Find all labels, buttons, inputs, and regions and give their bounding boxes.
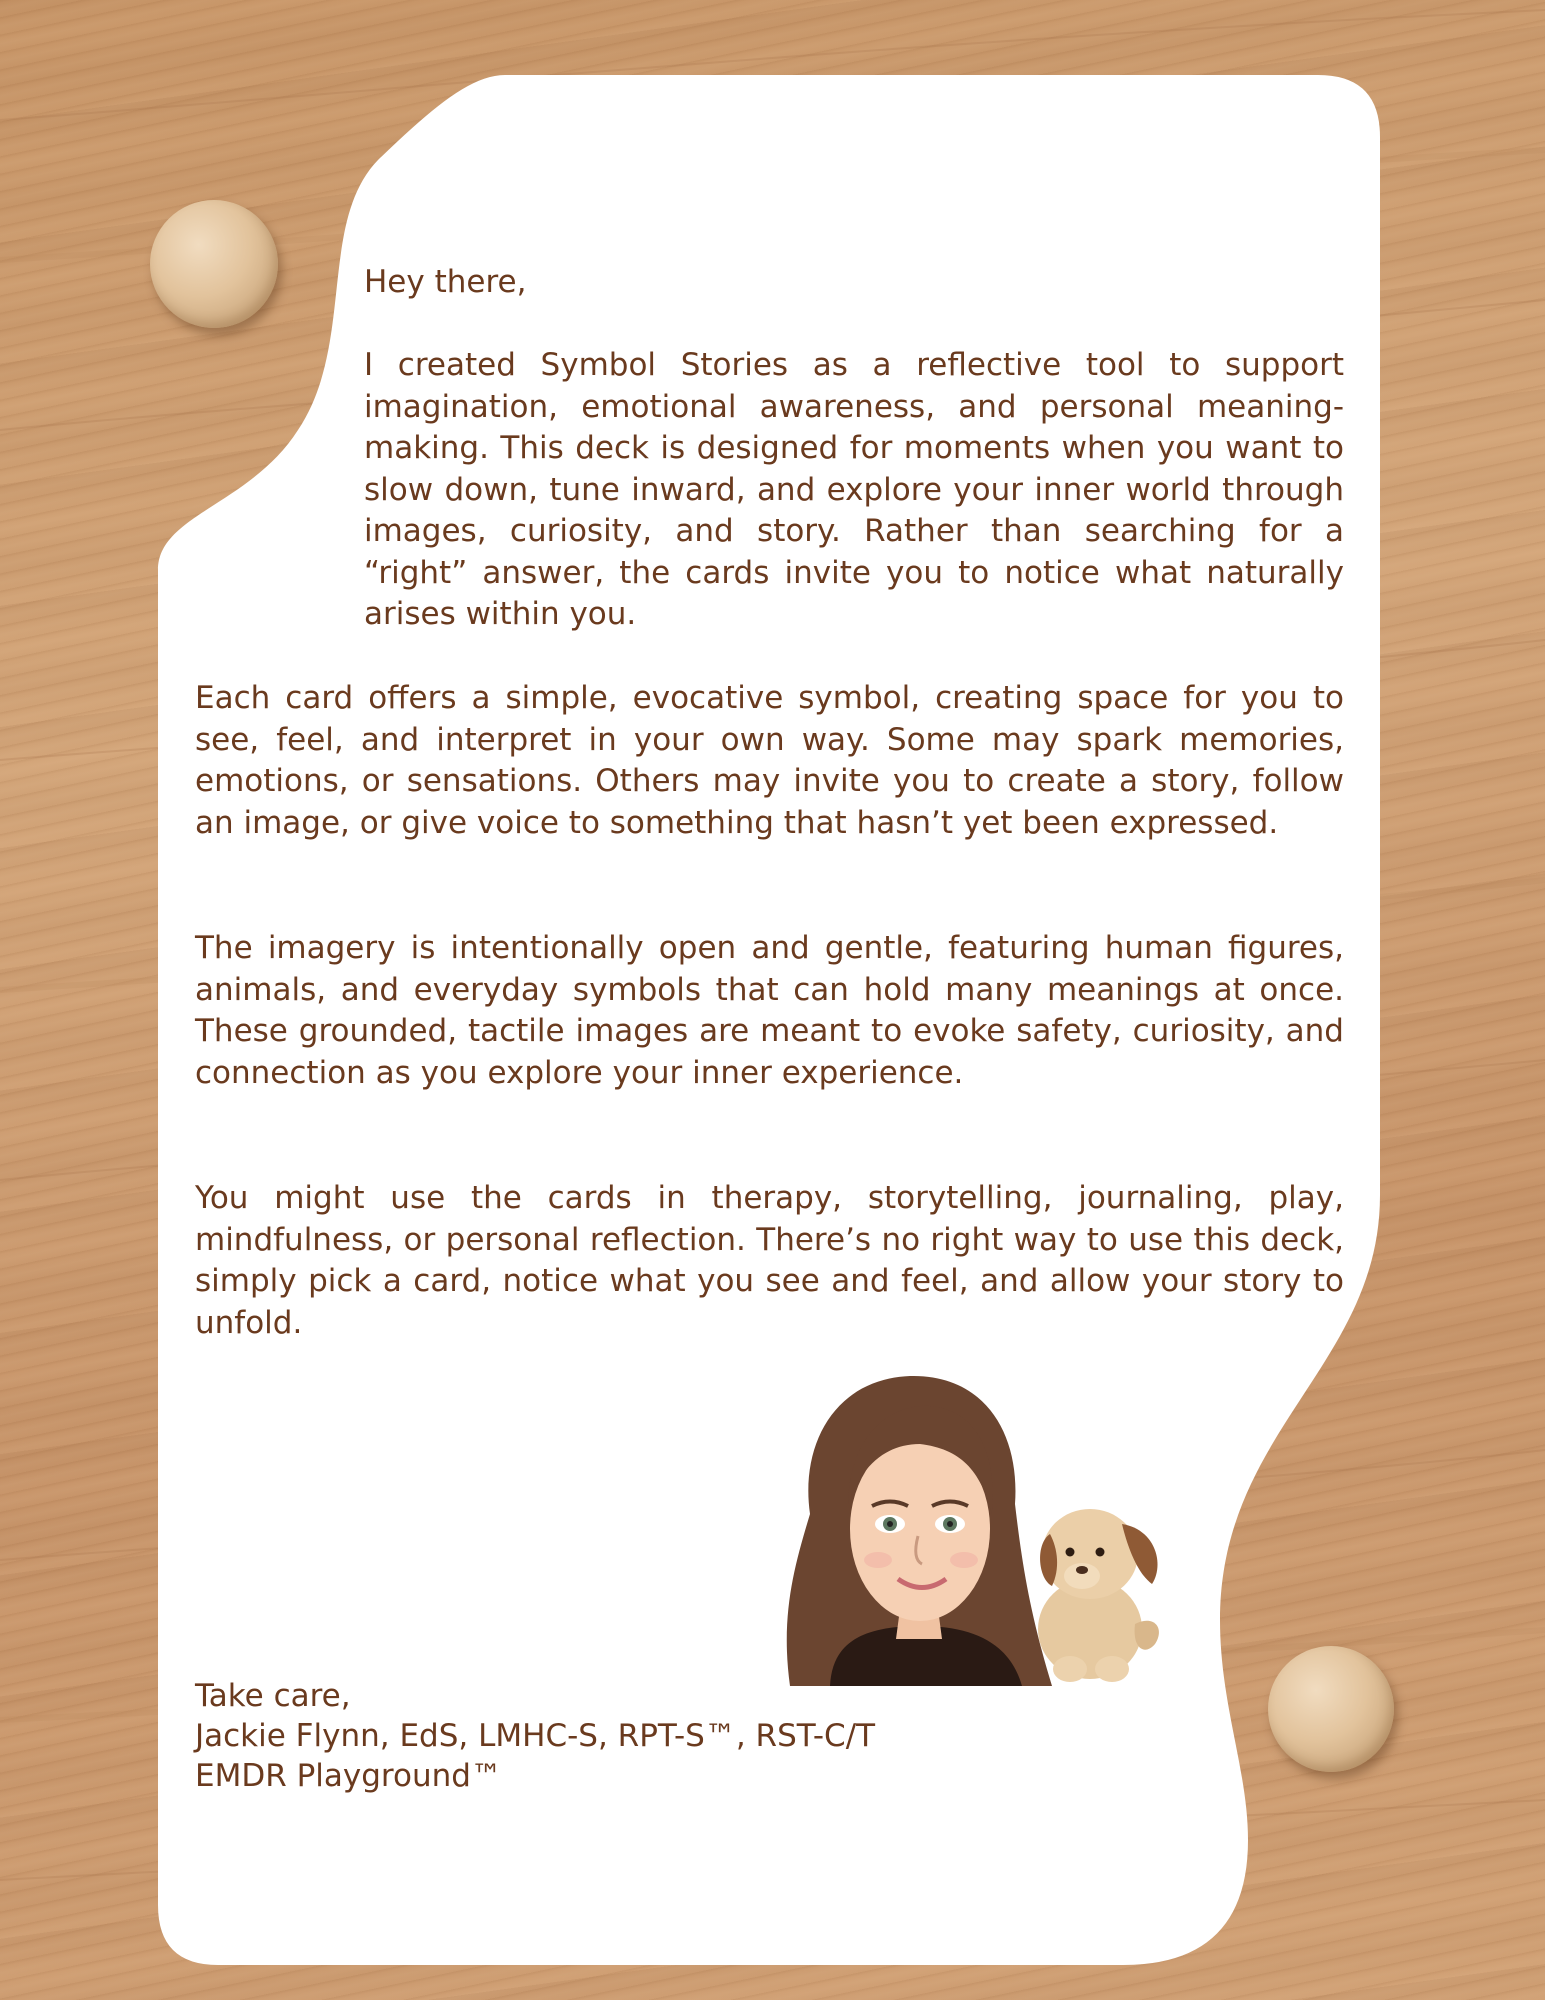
author-portrait-illustration: [760, 1364, 1180, 1686]
wooden-puppy-toy-illustration: [1038, 1509, 1159, 1682]
wooden-disc-peg-top: [150, 200, 278, 328]
organization-name: EMDR Playground™: [195, 1758, 502, 1794]
wooden-disc-peg-bottom: [1268, 1646, 1394, 1772]
letter-signoff: [195, 1676, 1095, 1796]
letter-paragraph-usage: You might use the cards in therapy, storytelling, journaling, play, mindfulness, or personal reflection. There’s no right way to use this deck, simply pick a card, notice what you see and feel, and allow your story to unfold.: [195, 1180, 1344, 1341]
closing-line: Take care,: [195, 1678, 351, 1714]
letter-paragraph-intro: I created Symbol Stories as a reflective tool to support imagination, emotional awareness, and personal meaning-making. This deck is designed for moments when you want to slow down, tune inward, and explore your inner world through images, curiosity, and story. Rather than searching for a “right” answer, the cards invite you to notice what naturally arises within you.: [364, 347, 1344, 632]
cartoon-portrait-illustration: [787, 1376, 1052, 1686]
author-name: Jackie Flynn, EdS, LMHC-S, RPT-S™, RST-C/T: [195, 1718, 876, 1754]
letter-paragraph-cards: Each card offers a simple, evocative symbol, creating space for you to see, feel, and interpret in your own way. Some may spark memories, emotions, or sensations. Others may invite you to create a story, follow an image, or give voice to something that hasn’t yet been expressed.: [195, 680, 1344, 841]
letter-paragraph-imagery: The imagery is intentionally open and gentle, featuring human figures, animals, and everyday symbols that can hold many meanings at once. These grounded, tactile images are meant to evoke safety, curiosity, and connection as you explore your inner experience.: [195, 930, 1344, 1091]
letter-greeting: Hey there,: [364, 264, 527, 300]
